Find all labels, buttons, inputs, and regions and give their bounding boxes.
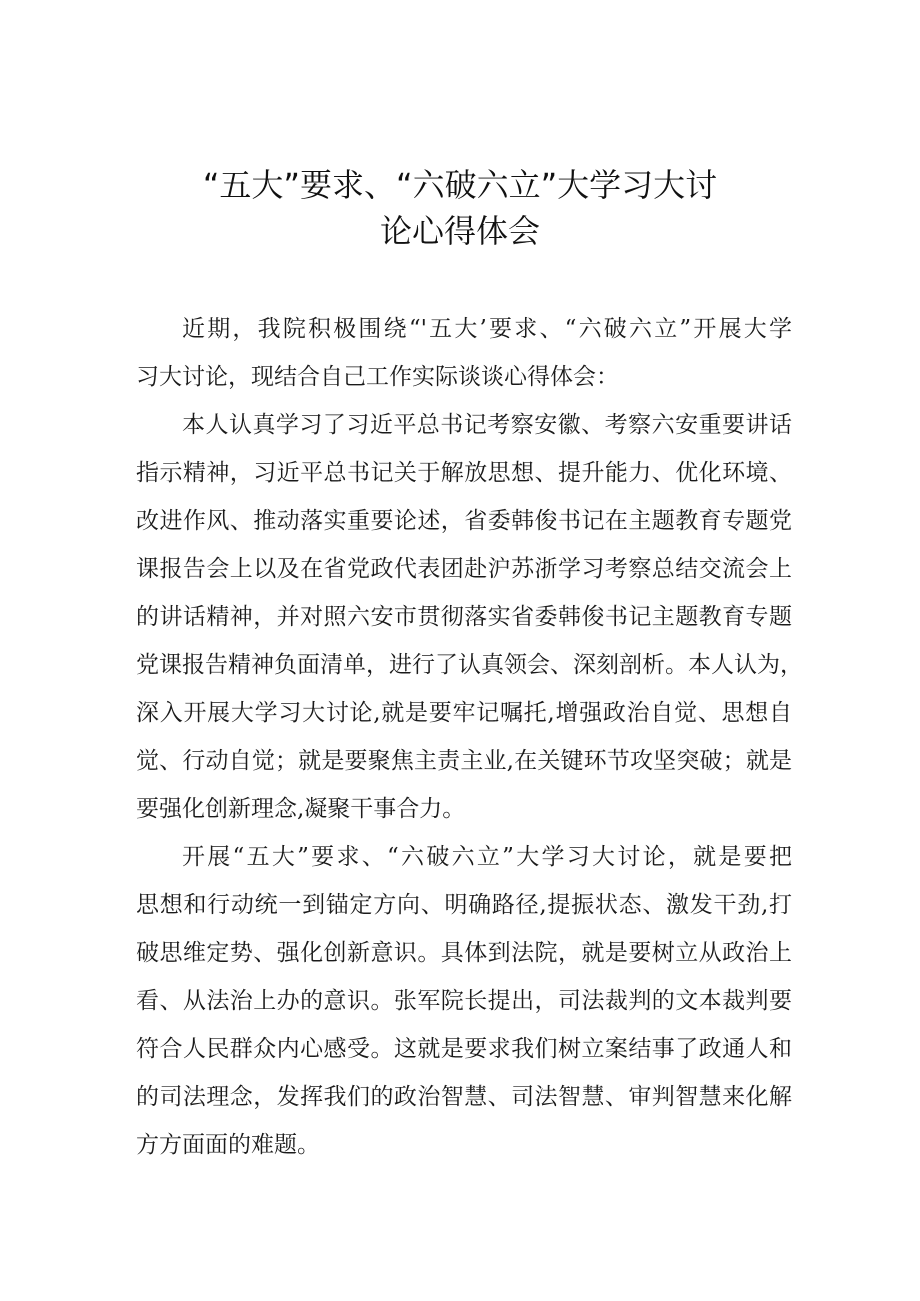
paragraph-line: 符合人民群众内心感受。这就是要求我们树立案结事了政通人和: [136, 1036, 792, 1062]
paragraph-line: 改进作风、推动落实重要论述，省委韩俊书记在主题教育专题党: [136, 508, 792, 534]
paragraph-1: [136, 305, 792, 401]
paragraph-line: 近期，我院积极围绕“'五大’要求、“六破六立”开展大学: [182, 316, 792, 342]
document-title: [100, 162, 820, 254]
paragraph-line: 要强化创新理念,凝聚干事合力。: [136, 796, 466, 822]
paragraph-line: 破思维定势、强化创新意识。具体到法院，就是要树立从政治上: [136, 940, 792, 966]
paragraph-line: 看、从法治上办的意识。张军院长提出，司法裁判的文本裁判要: [136, 988, 792, 1014]
paragraph-2: [136, 401, 803, 833]
paragraph-line: 的司法理念，发挥我们的政治智慧、司法智慧、审判智慧来化解: [136, 1084, 792, 1110]
paragraph-line: 的讲话精神，并对照六安市贯彻落实省委韩俊书记主题教育专题: [136, 604, 792, 630]
paragraph-line: 方方面面的难题。: [136, 1132, 320, 1158]
document-body: [136, 305, 803, 1169]
paragraph-line: 本人认真学习了习近平总书记考察安徽、考察六安重要讲话: [182, 412, 792, 438]
paragraph-line: 深入开展大学习大讨论,就是要牢记嘱托,增强政治自觉、思想自: [136, 700, 792, 726]
title-line-2: 论心得体会: [379, 212, 540, 250]
paragraph-line: 课报告会上以及在省党政代表团赴沪苏浙学习考察总结交流会上: [136, 556, 792, 582]
paragraph-line: 思想和行动统一到锚定方向、明确路径,提振状态、激发干劲,打: [136, 892, 792, 918]
paragraph-3: [136, 833, 792, 1169]
paragraph-line: 党课报告精神负面清单，进行了认真领会、深刻剖析。本人认为，: [136, 652, 803, 678]
title-line-1: “五大”要求、“六破六立”大学习大讨: [202, 166, 718, 204]
paragraph-line: 指示精神，习近平总书记关于解放思想、提升能力、优化环境、: [136, 460, 792, 486]
paragraph-line: 开展“五大”要求、“六破六立”大学习大讨论，就是要把: [182, 844, 792, 870]
paragraph-line: 习大讨论，现结合自己工作实际谈谈心得体会：: [136, 364, 619, 390]
paragraph-line: 觉、行动自觉；就是要聚焦主责主业,在关键环节攻坚突破；就是: [136, 748, 792, 774]
